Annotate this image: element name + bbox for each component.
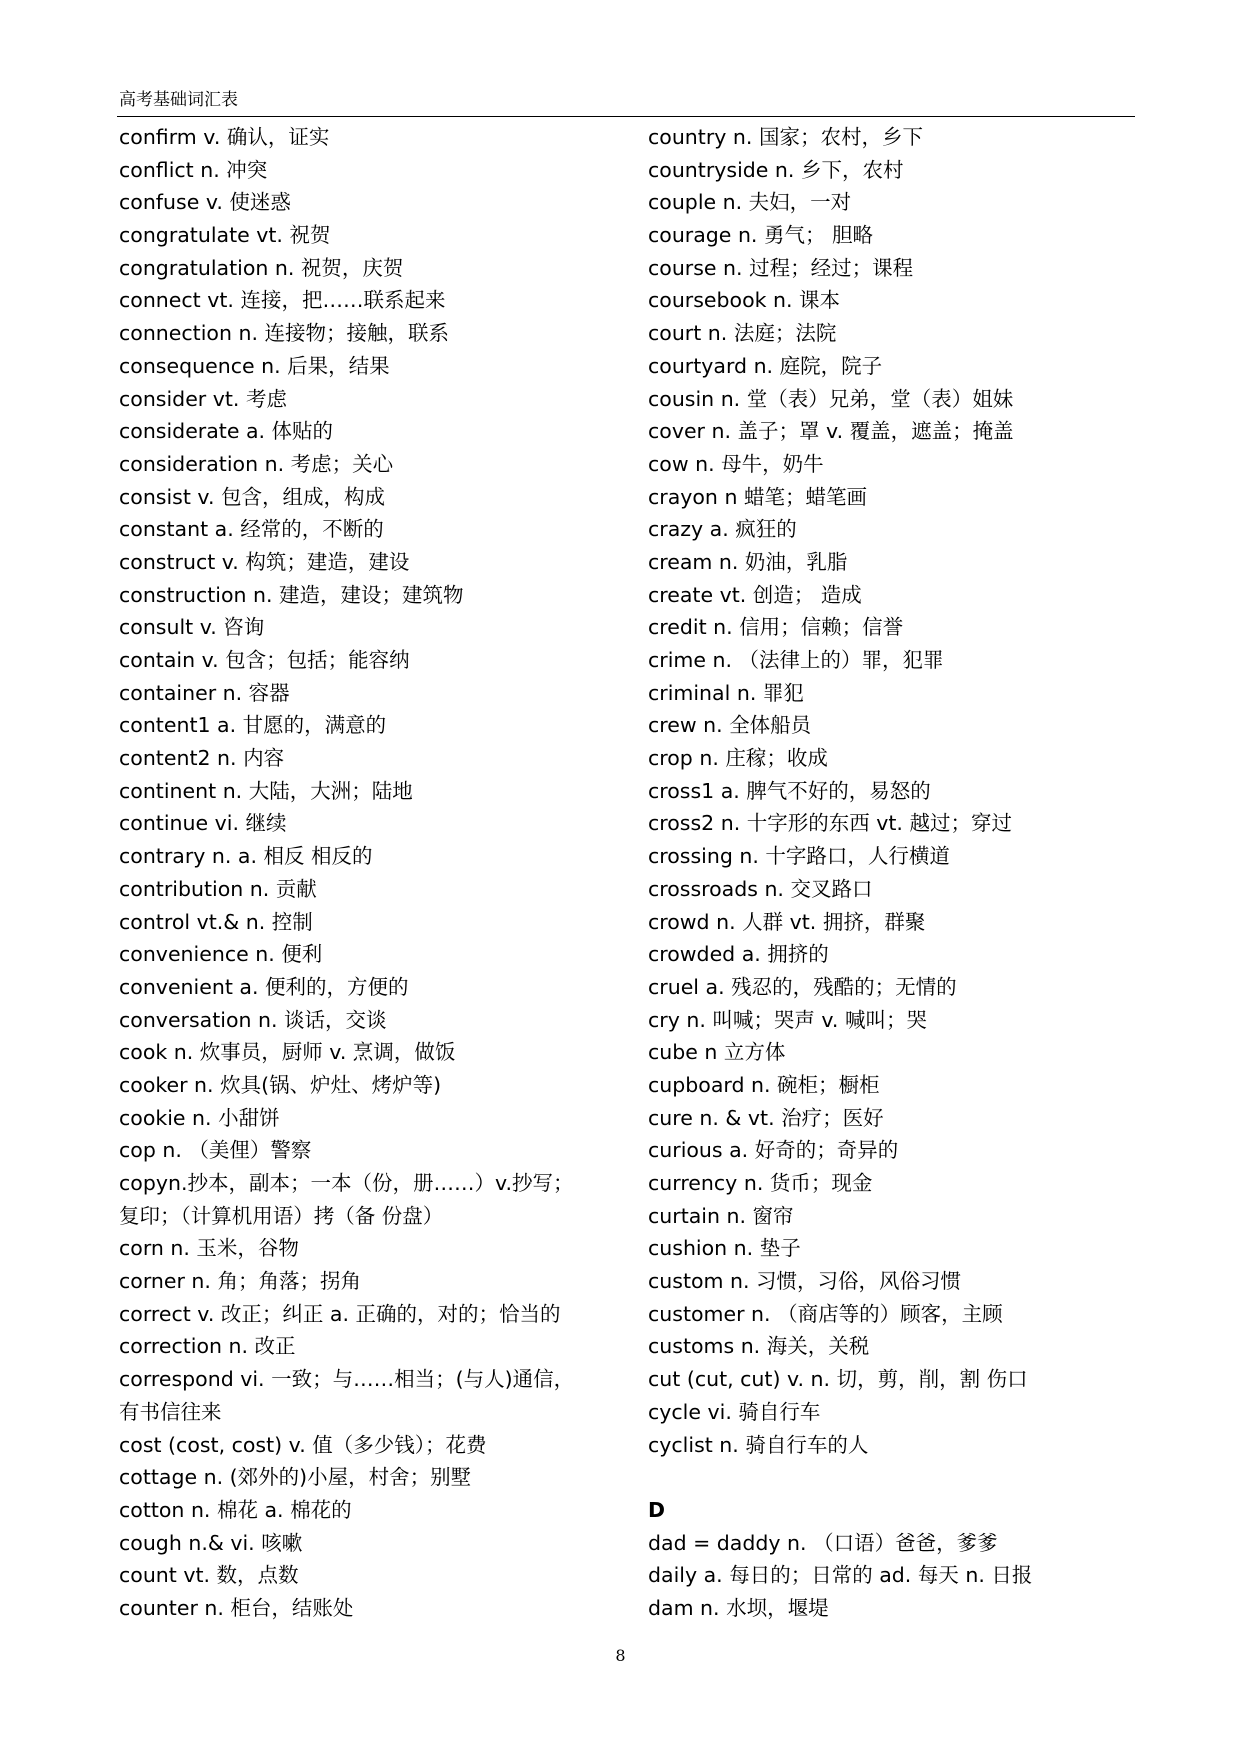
vocab-entry: cooker n. 炊具(锅、炉灶、烤炉等) [119, 1072, 442, 1097]
vocab-entry: cough n.& vi. 咳嗽 [119, 1530, 303, 1555]
vocab-entry: cousin n. 堂（表）兄弟，堂（表）姐妹 [648, 386, 1014, 411]
vocab-entry: court n. 法庭；法院 [648, 321, 837, 346]
vocab-entry: crowded a. 拥挤的 [648, 942, 829, 967]
vocab-entry: curtain n. 窗帘 [648, 1203, 794, 1228]
vocab-entry: considerate a. 体贴的 [119, 419, 334, 444]
vocab-entry: dam n. 水坝，堰堤 [648, 1595, 829, 1620]
blank-line [648, 1461, 1136, 1494]
vocab-entry: create vt. 创造； 造成 [648, 582, 862, 607]
letter-heading: D [648, 1497, 666, 1522]
vocab-entry: 复印；（计算机用语）拷（备 份盘） [119, 1203, 444, 1228]
vocab-entry: consideration n. 考虑；关心 [119, 451, 394, 476]
vocab-entry: correction n. 改正 [119, 1334, 296, 1359]
vocab-entry: criminal n. 罪犯 [648, 680, 804, 705]
vocab-entry: cross2 n. 十字形的东西 vt. 越过；穿过 [648, 811, 1012, 836]
vocab-entry: daily a. 每日的；日常的 ad. 每天 n. 日报 [648, 1563, 1033, 1588]
vocab-entry: cupboard n. 碗柜；橱柜 [648, 1072, 880, 1097]
vocab-entry: dad = daddy n. （口语）爸爸，爹爹 [648, 1530, 998, 1555]
vocab-entry: cross1 a. 脾气不好的，易怒的 [648, 778, 931, 803]
vocab-entry: cream n. 奶油，乳脂 [648, 549, 848, 574]
vocab-entry: cushion n. 垫子 [648, 1236, 801, 1261]
vocab-entry: conflict n. 冲突 [119, 157, 268, 182]
vocab-entry: cyclist n. 骑自行车的人 [648, 1432, 869, 1457]
vocab-entry: contain v. 包含；包括；能容纳 [119, 648, 410, 672]
vocab-entry: courage n. 勇气； 胆略 [648, 223, 873, 248]
vocab-entry: construction n. 建造，建设；建筑物 [119, 582, 464, 607]
vocab-entry: custom n. 习惯，习俗，风俗习惯 [648, 1269, 962, 1294]
vocab-entry: customs n. 海关，关税 [648, 1334, 870, 1359]
vocab-entry: counter n. 柜台，结账处 [119, 1595, 354, 1620]
vocab-entry: credit n. 信用；信赖；信誉 [648, 615, 904, 640]
vocab-entry: cook n. 炊事员，厨师 v. 烹调，做饭 [119, 1040, 456, 1065]
vocab-entry: content1 a. 甘愿的，满意的 [119, 713, 387, 738]
vocab-entry: congratulate vt. 祝贺 [119, 223, 331, 248]
vocab-entry: correspond vi. 一致；与……相当；(与人)通信， [119, 1367, 575, 1392]
vocab-entry: currency n. 货币；现金 [648, 1171, 873, 1195]
vocab-entry: crew n. 全体船员 [648, 713, 812, 738]
vocab-entry: countryside n. 乡下，农村 [648, 157, 904, 182]
vocab-entry: corn n. 玉米，谷物 [119, 1236, 299, 1261]
vocab-entry: constant a. 经常的，不断的 [119, 517, 384, 542]
vocab-entry: convenience n. 便利 [119, 942, 323, 967]
vocab-entry: continue vi. 继续 [119, 811, 287, 836]
vocab-entry: cover n. 盖子；罩 v. 覆盖，遮盖；掩盖 [648, 419, 1014, 444]
vocab-entry: content2 n. 内容 [119, 746, 285, 771]
vocab-entry: consult v. 咨询 [119, 615, 265, 640]
vocab-entry: control vt.& n. 控制 [119, 909, 313, 934]
vocab-entry: customer n. （商店等的）顾客，主顾 [648, 1301, 1003, 1326]
vocab-entry: crazy a. 疯狂的 [648, 517, 797, 542]
vocab-entry: courtyard n. 庭院，院子 [648, 353, 883, 378]
right-column [648, 121, 1136, 1625]
vocab-entry: coursebook n. 课本 [648, 288, 841, 313]
page-header [117, 88, 1135, 117]
vocab-entry: cotton n. 棉花 a. 棉花的 [119, 1497, 352, 1522]
vocab-entry: convenient a. 便利的，方便的 [119, 974, 409, 999]
vocab-entry: copyn.抄本，副本；一本（份，册……）v.抄写； [119, 1171, 574, 1195]
vocab-entry: couple n. 夫妇，一对 [648, 190, 852, 215]
vocab-entry: count vt. 数，点数 [119, 1563, 299, 1588]
vocab-entry: corner n. 角；角落；拐角 [119, 1269, 361, 1294]
page-number: 8 [615, 1646, 626, 1665]
vocab-entry: crime n. （法律上的）罪，犯罪 [648, 648, 944, 672]
vocab-entry: course n. 过程；经过；课程 [648, 255, 914, 280]
left-column [119, 121, 624, 1625]
vocab-entry: continent n. 大陆，大洲；陆地 [119, 778, 413, 803]
vocab-entry: confirm v. 确认，证实 [119, 125, 330, 149]
vocab-entry: country n. 国家；农村，乡下 [648, 125, 923, 149]
vocab-entry: confuse v. 使迷惑 [119, 190, 291, 215]
vocab-entry: connection n. 连接物；接触，联系 [119, 321, 449, 346]
vocab-entry: cry n. 叫喊；哭声 v. 喊叫；哭 [648, 1007, 927, 1032]
vocab-entry: contrary n. a. 相反 相反的 [119, 844, 373, 869]
vocab-entry: crop n. 庄稼；收成 [648, 746, 828, 771]
vocab-entry: consequence n. 后果，结果 [119, 353, 390, 378]
vocab-entry: correct v. 改正；纠正 a. 正确的，对的；恰当的 [119, 1301, 561, 1326]
vocab-entry: contribution n. 贡献 [119, 876, 317, 901]
vocab-entry: cut (cut, cut) v. n. 切，剪，削，割 伤口 [648, 1367, 1028, 1392]
vocab-entry: construct v. 构筑；建造，建设 [119, 549, 410, 574]
vocab-entry: crossroads n. 交叉路口 [648, 876, 873, 901]
vocab-entry: consider vt. 考虑 [119, 386, 287, 411]
vocab-entry: cookie n. 小甜饼 [119, 1105, 280, 1130]
vocab-entry: conversation n. 谈话，交谈 [119, 1007, 387, 1032]
vocab-entry: cycle vi. 骑自行车 [648, 1399, 821, 1424]
header-title: 高考基础词汇表 [119, 90, 238, 110]
vocab-entry: 有书信往来 [119, 1399, 222, 1424]
vocab-entry: cube n 立方体 [648, 1040, 786, 1065]
vocab-entry: container n. 容器 [119, 680, 290, 705]
vocab-entry: crayon n 蜡笔；蜡笔画 [648, 484, 867, 509]
vocab-entry: congratulation n. 祝贺，庆贺 [119, 255, 404, 280]
vocab-entry: cop n. （美俚）警察 [119, 1138, 312, 1163]
vocab-entry: cure n. & vt. 治疗；医好 [648, 1105, 884, 1130]
vocab-entry: crowd n. 人群 vt. 拥挤，群聚 [648, 909, 926, 934]
vocab-entry: connect vt. 连接，把……联系起来 [119, 288, 446, 313]
vocab-entry: consist v. 包含，组成，构成 [119, 484, 385, 509]
vocab-entry: cruel a. 残忍的，残酷的；无情的 [648, 974, 957, 999]
vocab-entry: curious a. 好奇的；奇异的 [648, 1138, 899, 1163]
vocab-entry: crossing n. 十字路口，人行横道 [648, 844, 950, 869]
vocab-entry: cost (cost, cost) v. 值（多少钱）；花费 [119, 1432, 487, 1457]
vocab-entry: cow n. 母牛，奶牛 [648, 451, 824, 476]
vocab-entry: cottage n. (郊外的)小屋，村舍；别墅 [119, 1465, 472, 1490]
